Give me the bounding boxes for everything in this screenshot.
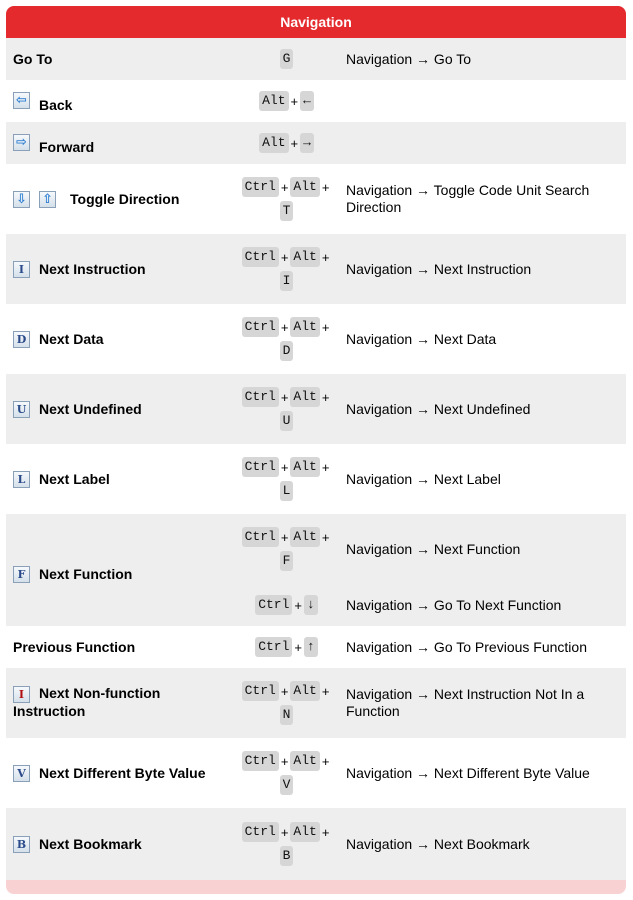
key: Alt	[290, 527, 319, 547]
action-cell	[6, 234, 234, 304]
shortcut-subrow	[234, 514, 626, 584]
action-name: Toggle Direction	[70, 191, 180, 207]
shortcut-cell	[234, 738, 339, 808]
plus-sign: +	[294, 597, 302, 613]
shortcut-cell	[234, 626, 339, 668]
down-arrow-icon: ⇩	[13, 191, 30, 208]
action-cell	[6, 444, 234, 514]
plus-sign: +	[321, 753, 330, 769]
key: ←	[300, 91, 314, 111]
action-name: Go To	[13, 51, 53, 67]
key: Ctrl	[242, 457, 279, 477]
plus-sign: +	[280, 683, 289, 699]
plus-sign: +	[280, 824, 289, 840]
action-name: Next Instruction	[39, 261, 146, 277]
key: Ctrl	[242, 681, 279, 701]
key: Alt	[290, 457, 319, 477]
plus-sign: +	[321, 529, 330, 545]
key: ↓	[304, 595, 318, 615]
key: Alt	[259, 91, 288, 111]
menu-path: Navigation → Next Bookmark	[346, 835, 530, 852]
key: Ctrl	[242, 247, 279, 267]
key: B	[280, 846, 294, 866]
shortcut-subrow	[234, 584, 626, 626]
plus-sign: +	[321, 249, 330, 265]
action-name: Next Function	[39, 566, 133, 582]
navigation-table	[6, 6, 626, 894]
plus-sign: +	[280, 319, 289, 335]
key: L	[280, 481, 294, 501]
plus-sign: +	[321, 459, 330, 475]
key: V	[280, 775, 294, 795]
action-name: Next Label	[39, 471, 110, 487]
key: →	[300, 133, 314, 153]
shortcut-cell	[234, 164, 339, 234]
menu-path: Navigation → Next Different Byte Value	[346, 764, 590, 781]
menu-path: Navigation → Toggle Code Unit Search Direction	[346, 182, 590, 215]
action-cell	[6, 738, 234, 808]
shortcut-cell	[234, 304, 339, 374]
plus-sign: +	[321, 824, 330, 840]
key: Ctrl	[242, 387, 279, 407]
key: I	[280, 271, 294, 291]
action-cell	[6, 808, 234, 880]
action-cell	[6, 514, 234, 626]
table-row	[6, 80, 626, 122]
table-row	[6, 668, 626, 738]
plus-sign: +	[290, 135, 299, 151]
shortcut-cell	[234, 122, 339, 164]
plus-sign: +	[321, 179, 330, 195]
plus-sign: +	[321, 319, 330, 335]
menu-path: Navigation → Next Function	[346, 540, 521, 557]
table-row	[6, 164, 626, 234]
action-name: Previous Function	[13, 639, 136, 655]
next-data-icon: D	[13, 331, 30, 348]
action-name: Next Different Byte Value	[39, 765, 206, 781]
plus-sign: +	[280, 753, 289, 769]
key: Alt	[259, 133, 288, 153]
shortcut-group	[234, 514, 626, 626]
key: G	[280, 49, 294, 69]
menu-path: Navigation → Next Label	[346, 470, 501, 487]
plus-sign: +	[280, 529, 289, 545]
table-row	[6, 626, 626, 668]
key: D	[280, 341, 294, 361]
plus-sign: +	[280, 249, 289, 265]
key: Alt	[290, 247, 319, 267]
shortcut-cell	[234, 668, 339, 738]
key: Ctrl	[242, 751, 279, 771]
key: Ctrl	[242, 177, 279, 197]
next-non-function-instruction-icon: I	[13, 686, 30, 703]
key: Ctrl	[255, 595, 292, 615]
table-row	[6, 374, 626, 444]
key: Ctrl	[255, 637, 292, 657]
next-label-icon: L	[13, 471, 30, 488]
table-row	[6, 514, 626, 626]
plus-sign: +	[280, 179, 289, 195]
action-cell	[6, 164, 234, 234]
next-undefined-icon: U	[13, 401, 30, 418]
table-row	[6, 304, 626, 374]
action-cell	[6, 122, 234, 164]
menu-path: Navigation → Go To	[346, 50, 472, 67]
action-name: Next Undefined	[39, 401, 142, 417]
up-arrow-icon: ⇧	[39, 191, 56, 208]
menu-path: Navigation → Next Data	[346, 330, 497, 347]
menu-path: Navigation → Next Undefined	[346, 400, 531, 417]
menu-path	[339, 80, 626, 122]
shortcut-cell	[234, 234, 339, 304]
plus-sign: +	[290, 93, 299, 109]
forward-arrow-icon: ⇨	[13, 134, 30, 151]
plus-sign: +	[294, 639, 302, 655]
key: U	[280, 411, 294, 431]
table-row	[6, 444, 626, 514]
table-row	[6, 122, 626, 164]
key: ↑	[304, 637, 318, 657]
key: T	[280, 201, 294, 221]
menu-path: Navigation → Go To Previous Function	[346, 638, 587, 655]
shortcut-cell	[234, 80, 339, 122]
menu-path	[339, 122, 626, 164]
table-row	[6, 738, 626, 808]
table-footer	[6, 880, 626, 894]
menu-path: Navigation → Go To Next Function	[346, 596, 562, 613]
next-different-byte-value-icon: V	[13, 765, 30, 782]
next-instruction-icon: I	[13, 261, 30, 278]
action-cell	[6, 80, 234, 122]
action-name: Back	[39, 97, 73, 113]
action-name: Next Data	[39, 331, 104, 347]
action-name: Next Bookmark	[39, 836, 142, 852]
action-name: Forward	[39, 139, 95, 155]
action-cell	[6, 374, 234, 444]
shortcut-cell	[234, 514, 339, 584]
plus-sign: +	[280, 389, 289, 405]
key: N	[280, 705, 294, 725]
action-cell	[6, 304, 234, 374]
key: Ctrl	[242, 822, 279, 842]
key: Alt	[290, 681, 319, 701]
key: F	[280, 551, 294, 571]
shortcut-cell	[234, 808, 339, 880]
shortcut-cell	[234, 584, 339, 626]
table-row	[6, 38, 626, 80]
action-cell	[6, 668, 234, 738]
shortcut-cell	[234, 38, 339, 80]
plus-sign: +	[280, 459, 289, 475]
plus-sign: +	[321, 389, 330, 405]
shortcut-cell	[234, 374, 339, 444]
table-row	[6, 234, 626, 304]
key: Alt	[290, 822, 319, 842]
next-function-icon: F	[13, 566, 30, 583]
key: Alt	[290, 317, 319, 337]
menu-path: Navigation → Next Instruction Not In a Function	[346, 686, 585, 719]
key: Alt	[290, 387, 319, 407]
key: Alt	[290, 177, 319, 197]
table-header: Navigation	[6, 6, 626, 38]
shortcut-cell	[234, 444, 339, 514]
key: Ctrl	[242, 527, 279, 547]
action-name: Next Non-function Instruction	[13, 685, 161, 719]
plus-sign: +	[321, 683, 330, 699]
table-row	[6, 808, 626, 880]
key: Alt	[290, 751, 319, 771]
next-bookmark-icon: B	[13, 836, 30, 853]
key: Ctrl	[242, 317, 279, 337]
menu-path: Navigation → Next Instruction	[346, 260, 532, 277]
back-arrow-icon: ⇦	[13, 92, 30, 109]
